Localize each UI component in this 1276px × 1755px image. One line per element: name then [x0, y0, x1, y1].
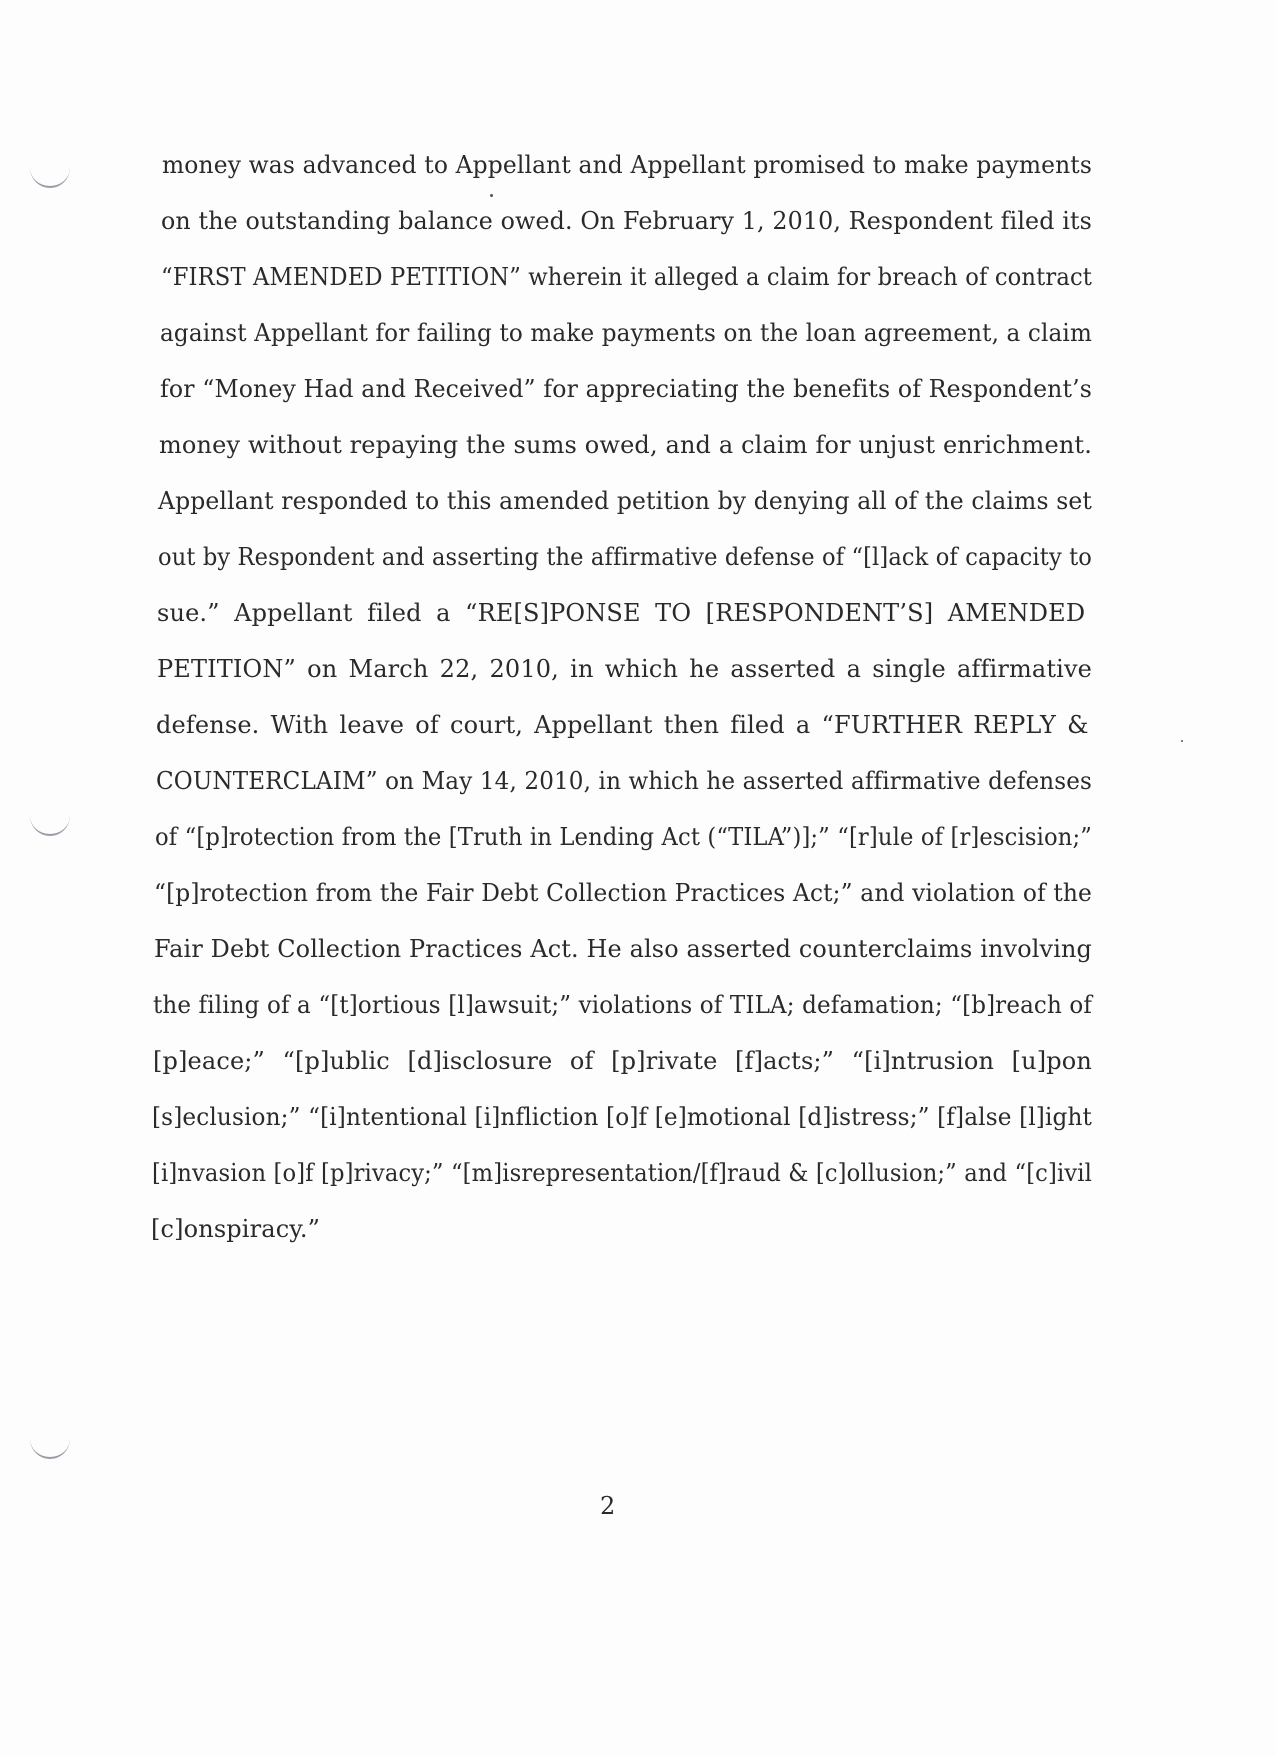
text-line: [c]onspiracy.” — [151, 1215, 321, 1243]
text-line: PETITION” on March 22, 2010, in which he asserted a single affirmative — [157, 655, 1092, 683]
page-number: 2 — [600, 1492, 616, 1520]
text-line: money without repaying the sums owed, and a claim for unjust enrichment. — [159, 431, 1092, 459]
punch-hole-bottom — [30, 1431, 70, 1459]
text-line: sue.” Appellant filed a “RE[S]PONSE TO [RESPONDENT’S] AMENDED — [157, 599, 1086, 627]
text-line: money was advanced to Appellant and Appellant promised to make payments — [162, 151, 1092, 179]
punch-hole-middle — [30, 808, 70, 836]
text-line: COUNTERCLAIM” on May 14, 2010, in which he asserted affirmative defenses — [156, 767, 1092, 795]
text-line: out by Respondent and asserting the affirmative defense of “[l]ack of capacity to — [158, 543, 1092, 571]
text-line: on the outstanding balance owed. On February 1, 2010, Respondent filed its — [161, 207, 1092, 235]
text-line: Appellant responded to this amended petition by denying all of the claims set — [158, 487, 1092, 515]
text-line: “FIRST AMENDED PETITION” wherein it alleged a claim for breach of contract — [161, 263, 1092, 291]
text-line: “[p]rotection from the Fair Debt Collection Practices Act;” and violation of the — [154, 879, 1092, 907]
text-line: the filing of a “[t]ortious [l]awsuit;” violations of TILA; defamation; “[b]reach of — [153, 991, 1092, 1019]
text-line: Fair Debt Collection Practices Act. He also asserted counterclaims involving — [154, 935, 1092, 963]
text-line: [s]eclusion;” “[i]ntentional [i]nfliction [o]f [e]motional [d]istress;” [f]alse [l]ight — [152, 1103, 1092, 1131]
text-line: of “[p]rotection from the [Truth in Lending Act (“TILA”)];” “[r]ule of [r]escision;” — [155, 823, 1092, 851]
text-line: [i]nvasion [o]f [p]rivacy;” “[m]isrepresentation/[f]raud & [c]ollusion;” and “[c]ivil — [152, 1159, 1092, 1187]
text-line: for “Money Had and Received” for appreciating the benefits of Respondent’s — [160, 375, 1092, 403]
punch-hole-top — [30, 160, 70, 188]
scan-speck — [490, 194, 493, 197]
scan-speck — [1181, 740, 1183, 742]
text-line: against Appellant for failing to make payments on the loan agreement, a claim — [160, 319, 1092, 347]
text-line: [p]eace;” “[p]ublic [d]isclosure of [p]rivate [f]acts;” “[i]ntrusion [u]pon — [153, 1047, 1092, 1075]
text-line: defense. With leave of court, Appellant then filed a “FURTHER REPLY & — [156, 711, 1089, 739]
